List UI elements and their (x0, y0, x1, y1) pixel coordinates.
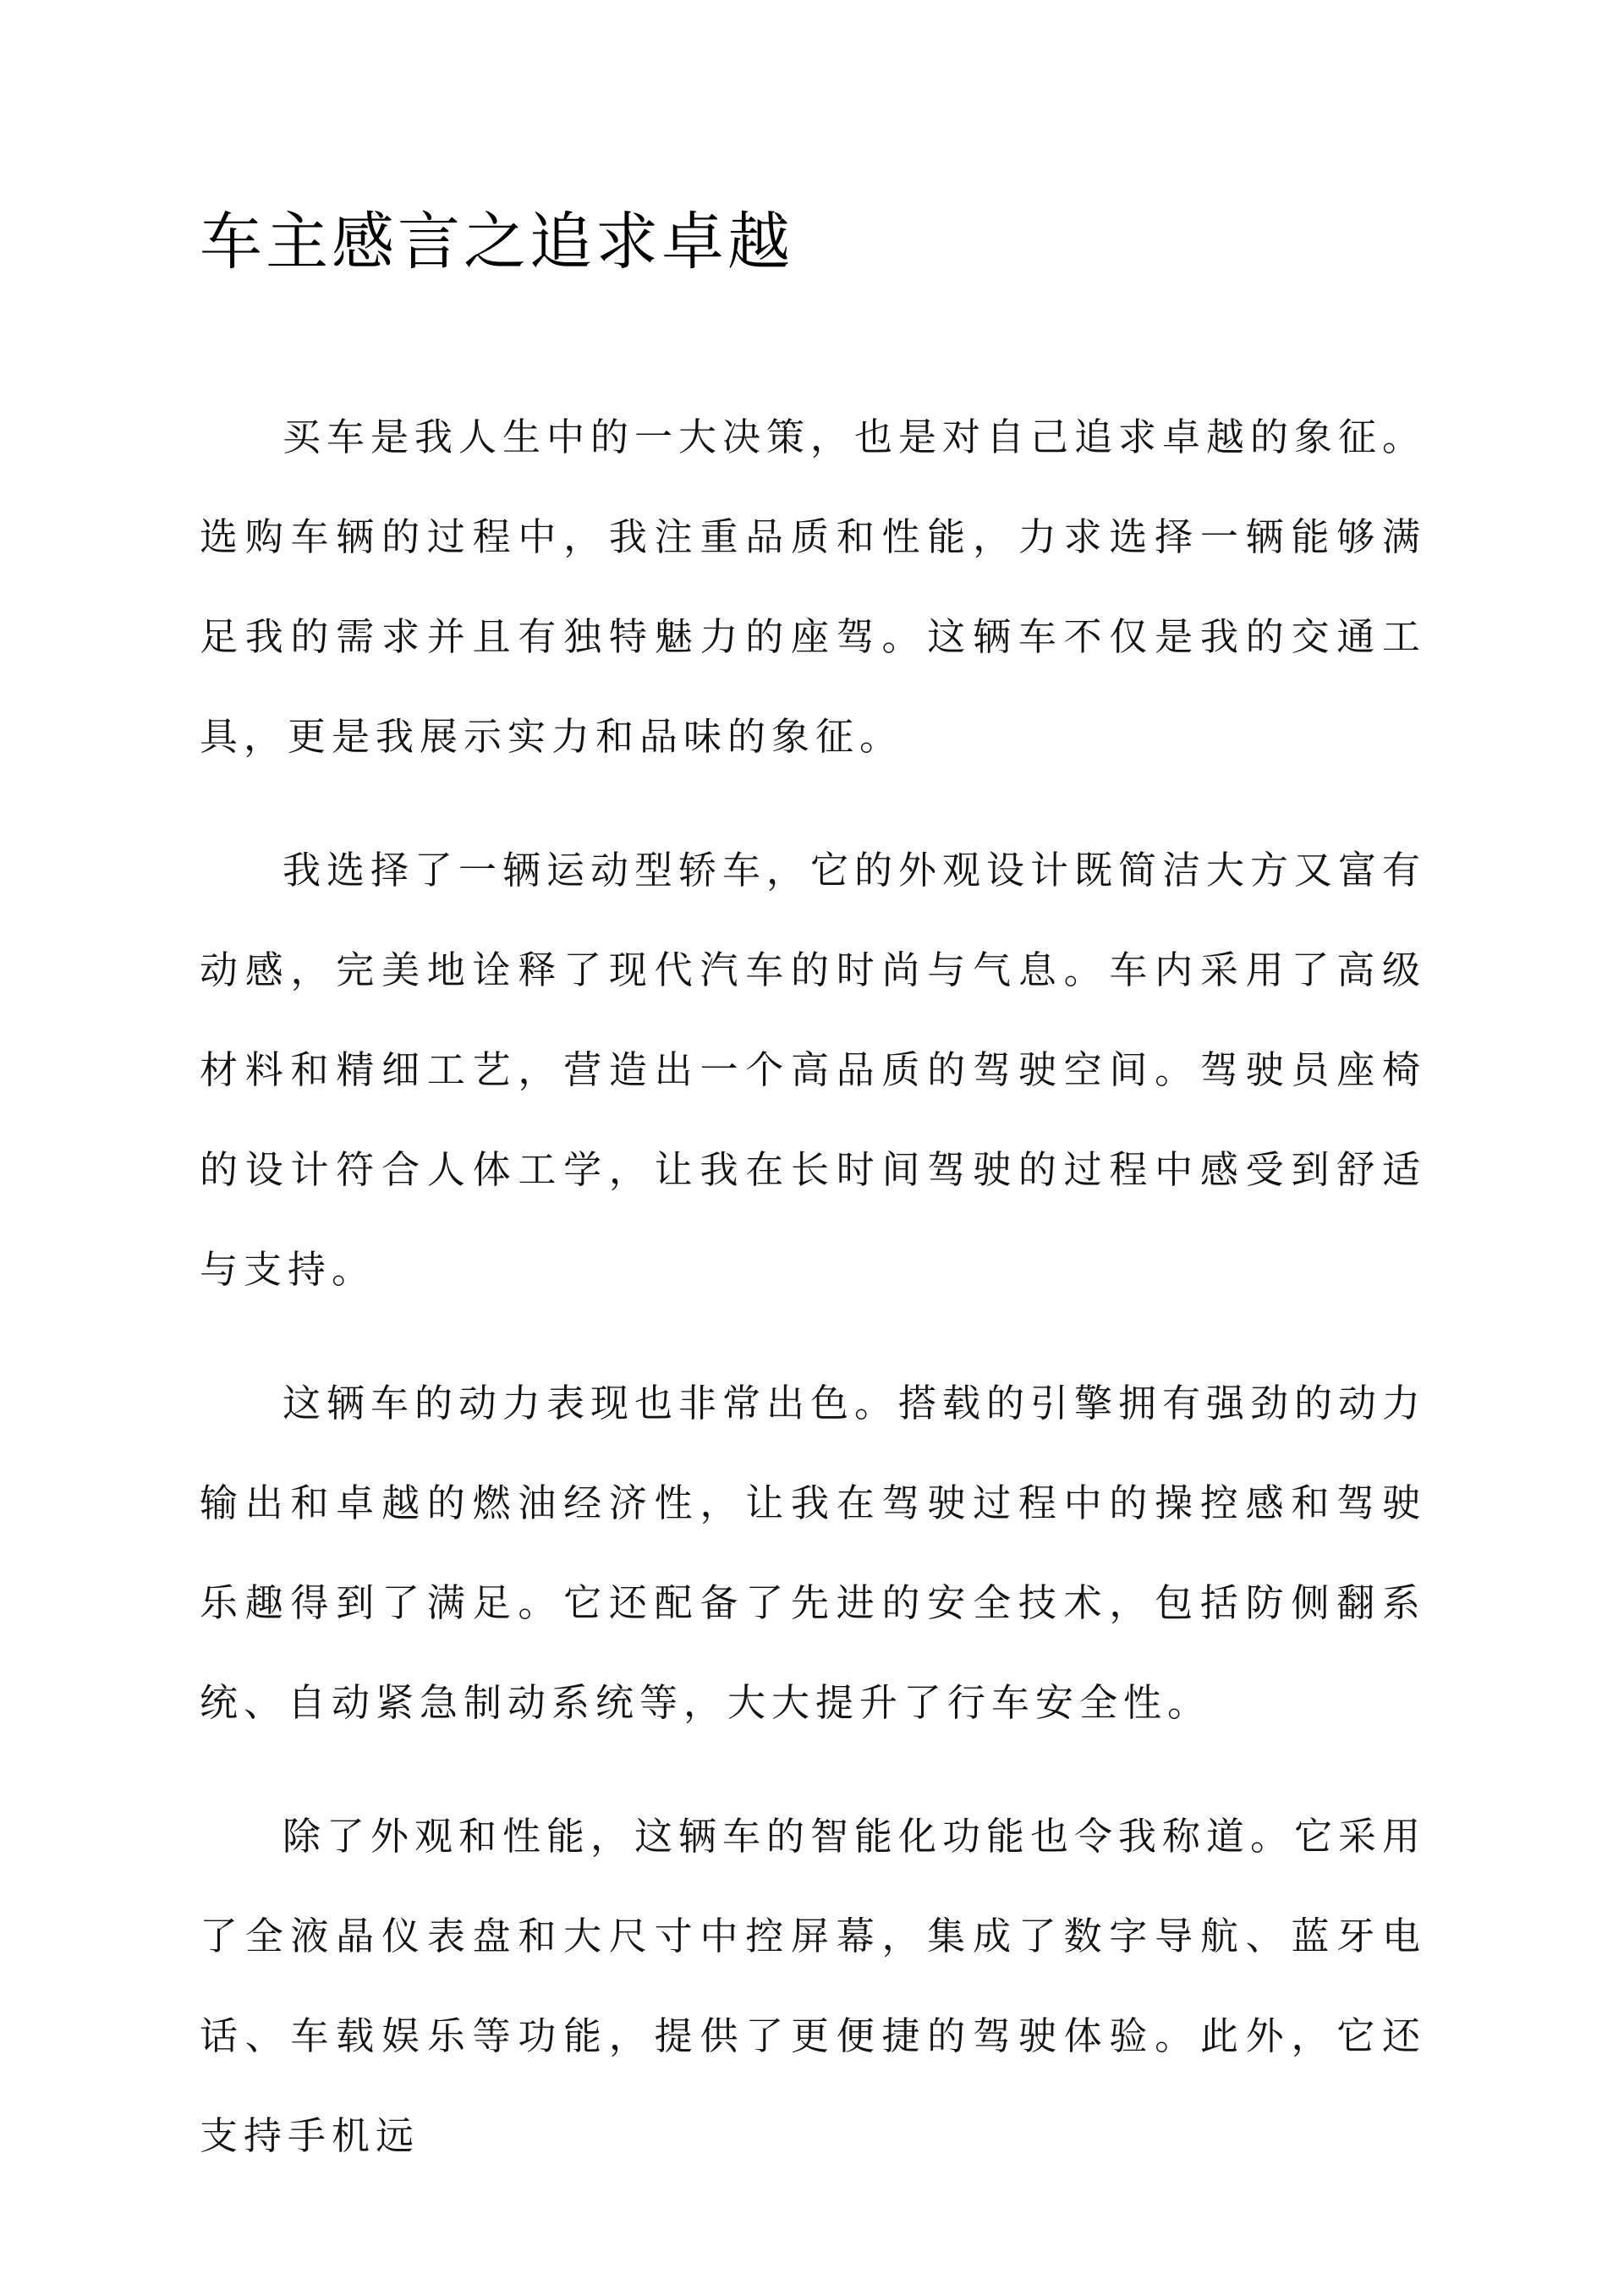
paragraph-3: 这辆车的动力表现也非常出色。搭载的引擎拥有强劲的动力输出和卓越的燃油经济性，让我在驾驶过程中的操控感和驾驶乐趣得到了满足。它还配备了先进的安全技术，包括防侧翻系统、自动紧急制动系统等，大大提升了行车安全性。 (200, 1381, 1427, 1725)
document-body (200, 387, 1426, 2220)
document-title: 车主感言之追求卓越 (200, 206, 793, 278)
paragraph-1: 买车是我人生中的一大决策，也是对自己追求卓越的象征。选购车辆的过程中，我注重品质和性能，力求选择一辆能够满足我的需求并且有独特魅力的座驾。这辆车不仅是我的交通工具，更是我展示实力和品味的象征。 (200, 415, 1427, 759)
paragraph-4: 除了外观和性能，这辆车的智能化功能也令我称道。它采用了全液晶仪表盘和大尺寸中控屏幕，集成了数字导航、蓝牙电话、车载娱乐等功能，提供了更便捷的驾驶体验。此外，它还支持手机远 (200, 1814, 1427, 2158)
paragraph-2: 我选择了一辆运动型轿车，它的外观设计既简洁大方又富有动感，完美地诠释了现代汽车的时尚与气息。车内采用了高级材料和精细工艺，营造出一个高品质的驾驶空间。驾驶员座椅的设计符合人体工学，让我在长时间驾驶的过程中感受到舒适与支持。 (200, 848, 1427, 1292)
